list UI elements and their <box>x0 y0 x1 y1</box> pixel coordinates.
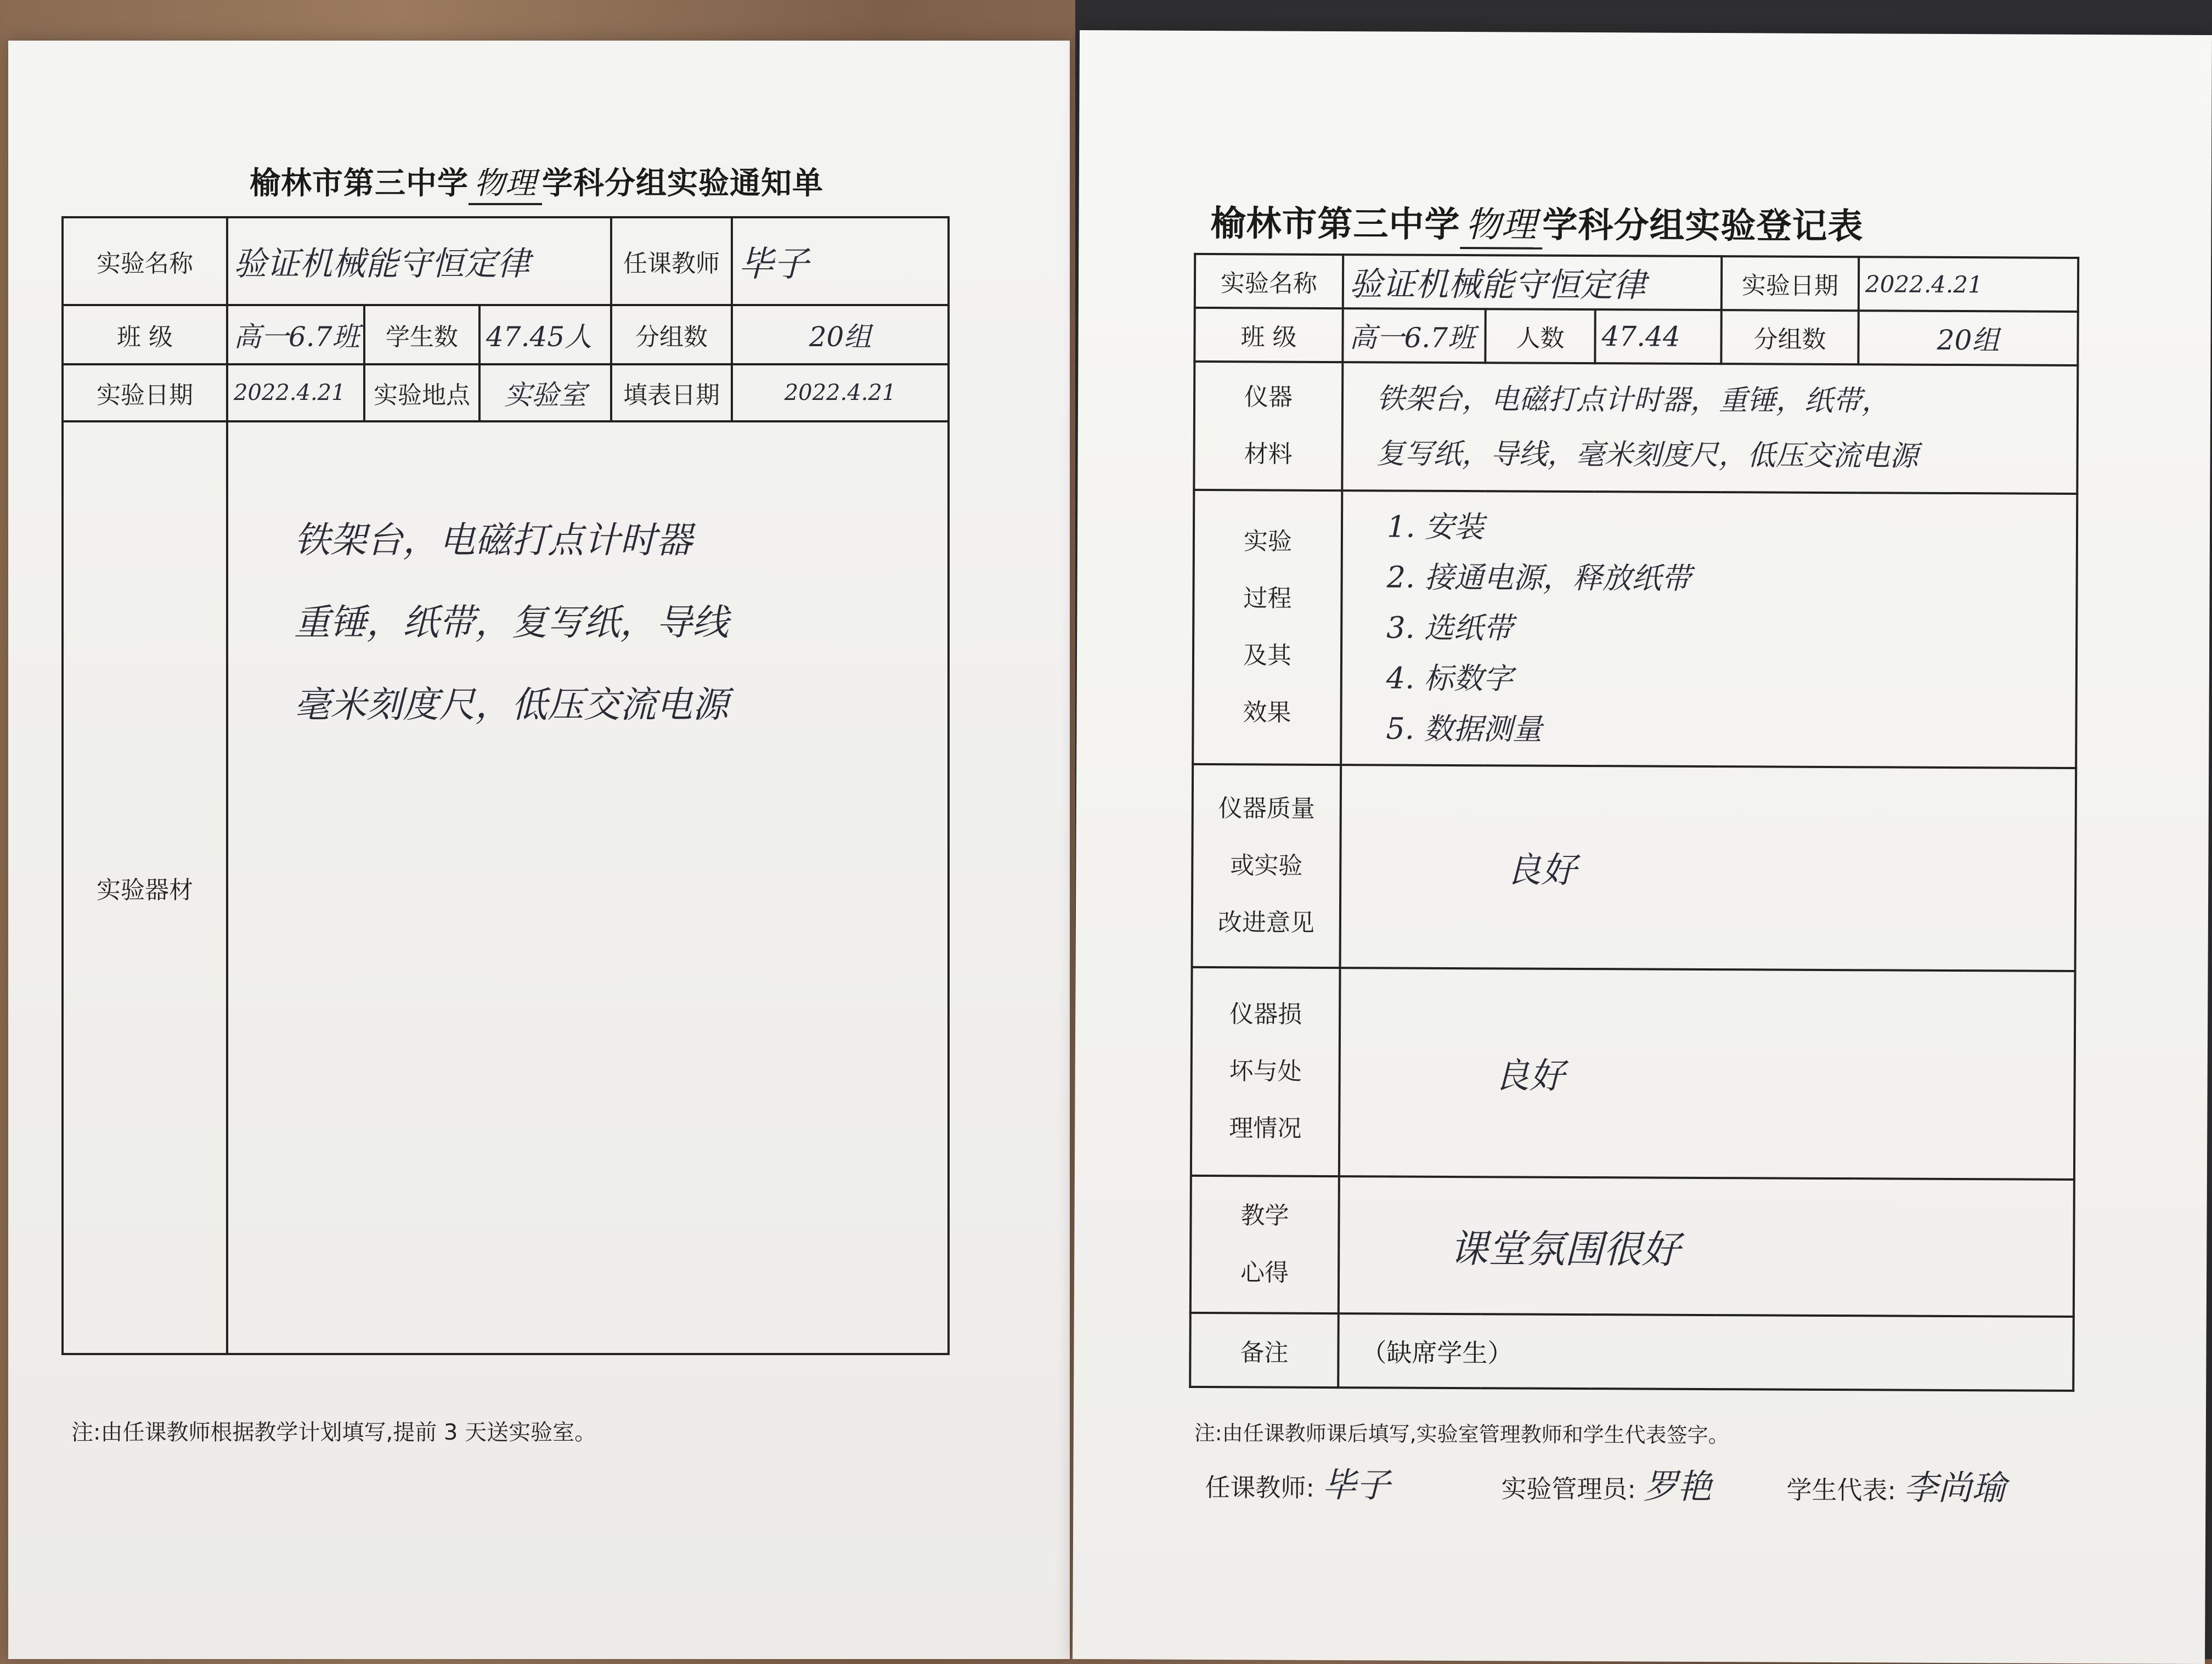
label-line: 及其 <box>1243 641 1292 670</box>
row-remark <box>1190 1313 2074 1391</box>
label-remark: 备注 <box>1190 1313 1339 1387</box>
notice-form-table <box>61 216 950 1355</box>
label-groups: 分组数 <box>1721 310 1858 364</box>
title-school: 榆林市第三中学 <box>1210 204 1460 246</box>
label-line: 实验 <box>1243 527 1293 556</box>
value-teacher: 毕子 <box>732 217 949 305</box>
value-reflection: 课堂氛围很好 <box>1339 1176 2074 1317</box>
label-count: 人数 <box>1485 309 1595 363</box>
value-location: 实验室 <box>479 364 611 421</box>
register-form-table <box>1189 253 2079 1392</box>
row-materials <box>1194 362 2078 494</box>
label-damage <box>1191 967 1340 1176</box>
label-date: 实验日期 <box>1722 256 1859 311</box>
label-line: 仪器质量 <box>1218 794 1315 823</box>
notice-form-title <box>250 159 823 205</box>
label-line: 或实验 <box>1230 851 1303 880</box>
process-step: 2. 接通电源，释放纸带 <box>1386 560 1691 596</box>
signature-student-label: 学生代表: <box>1786 1475 1897 1505</box>
row-process <box>1193 490 2077 768</box>
process-step: 1. 安装 <box>1386 509 1484 545</box>
value-fill-date: 2022.4.21 <box>732 364 949 421</box>
label-line: 过程 <box>1243 584 1292 613</box>
value-experiment-name: 验证机械能守恒定律 <box>227 217 611 305</box>
process-step: 3. 选纸带 <box>1386 610 1514 646</box>
title-subject: 物理 <box>469 159 542 205</box>
label-experiment-name: 实验名称 <box>1195 254 1343 308</box>
label-experiment-name: 实验名称 <box>63 217 227 305</box>
value-date: 2022.4.21 <box>227 364 364 421</box>
value-students: 47.45人 <box>479 305 611 364</box>
value-class: 高一6.7班 <box>227 305 364 364</box>
label-teacher: 任课教师 <box>611 217 732 305</box>
label-location: 实验地点 <box>364 364 479 421</box>
label-date: 实验日期 <box>63 364 227 421</box>
signature-student <box>1786 1460 2006 1510</box>
row-experiment-name <box>1195 254 2078 312</box>
register-form-footnote: 注:由任课教师课后填写,实验室管理教师和学生代表签字。 <box>1194 1420 1729 1448</box>
label-line: 仪器 <box>1244 383 1293 411</box>
value-equipment <box>227 421 949 1354</box>
signature-admin <box>1501 1458 1712 1508</box>
equipment-line: 毫米刻度尺，低压交流电源 <box>294 684 729 726</box>
label-class: 班 级 <box>1194 308 1342 362</box>
value-groups: 20组 <box>1858 311 2078 365</box>
value-process <box>1341 490 2077 768</box>
row-equipment <box>63 421 949 1354</box>
row-quality <box>1192 764 2076 971</box>
row-date <box>63 364 949 421</box>
materials-line: 复写纸，导线，毫米刻度尺，低压交流电源 <box>1376 437 1918 473</box>
equipment-line: 铁架台，电磁打点计时器 <box>294 519 692 561</box>
label-line: 材料 <box>1244 440 1293 469</box>
label-line: 效果 <box>1243 698 1291 727</box>
row-class <box>63 305 949 364</box>
value-quality: 良好 <box>1340 765 2076 971</box>
title-form-name: 学科分组实验登记表 <box>1542 205 1864 247</box>
label-line: 仪器损 <box>1229 1000 1302 1029</box>
label-class: 班 级 <box>63 305 227 364</box>
notice-form-footnote: 注:由任课教师根据教学计划填写,提前 3 天送实验室。 <box>71 1420 597 1445</box>
signature-teacher <box>1205 1457 1390 1507</box>
value-date: 2022.4.21 <box>1859 257 2078 312</box>
title-form-name: 学科分组实验通知单 <box>542 166 823 201</box>
label-line: 理情况 <box>1229 1114 1302 1143</box>
equipment-line: 重锤，纸带，复写纸，导线 <box>294 601 729 644</box>
value-class: 高一6.7班 <box>1342 308 1485 363</box>
label-materials <box>1194 362 1342 490</box>
label-fill-date: 填表日期 <box>611 364 732 421</box>
process-step: 5. 数据测量 <box>1386 711 1543 747</box>
label-students: 学生数 <box>364 305 479 364</box>
signature-admin-label: 实验管理员: <box>1501 1474 1637 1504</box>
register-form-title <box>1210 195 1863 251</box>
value-groups: 20组 <box>732 305 949 364</box>
materials-line: 铁架台，电磁打点计时器，重锤，纸带， <box>1376 382 1891 418</box>
value-experiment-name: 验证机械能守恒定律 <box>1343 255 1722 310</box>
notice-form-sheet <box>8 41 1070 1659</box>
label-groups: 分组数 <box>611 305 732 364</box>
title-subject: 物理 <box>1460 196 1542 250</box>
row-experiment-name <box>63 217 949 305</box>
row-damage <box>1191 967 2075 1180</box>
signature-teacher-name: 毕子 <box>1322 1464 1391 1505</box>
signature-teacher-label: 任课教师: <box>1205 1473 1315 1503</box>
signature-admin-name: 罗艳 <box>1643 1466 1712 1507</box>
row-reflection <box>1190 1176 2074 1317</box>
label-quality <box>1192 764 1341 968</box>
row-class <box>1194 308 2078 365</box>
value-materials <box>1342 362 2078 494</box>
label-line: 改进意见 <box>1217 909 1315 937</box>
label-equipment: 实验器材 <box>63 421 227 1354</box>
register-form-sheet <box>1073 30 2212 1664</box>
label-line: 心得 <box>1240 1259 1289 1287</box>
value-remark: （缺席学生） <box>1338 1313 2074 1391</box>
signature-student-name: 李尚瑜 <box>1903 1467 2006 1508</box>
process-step: 4. 标数字 <box>1386 661 1513 696</box>
label-line: 坏与处 <box>1229 1057 1302 1086</box>
label-line: 教学 <box>1240 1202 1289 1230</box>
value-damage: 良好 <box>1339 968 2075 1180</box>
value-count: 47.44 <box>1595 309 1721 364</box>
label-process <box>1193 490 1342 765</box>
label-reflection <box>1190 1176 1339 1313</box>
title-school: 榆林市第三中学 <box>250 166 469 201</box>
